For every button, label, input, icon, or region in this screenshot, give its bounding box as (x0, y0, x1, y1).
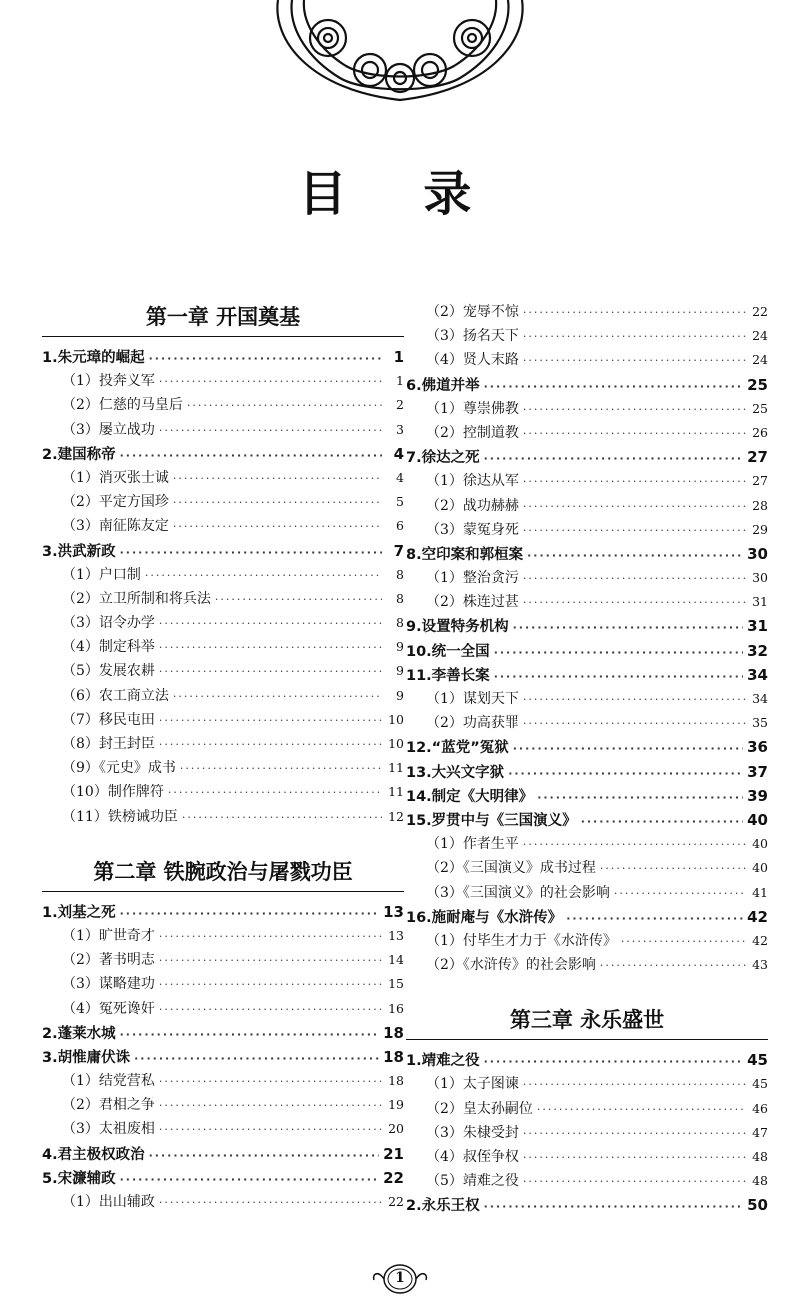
dot-leader (159, 733, 382, 756)
toc-subsection-entry[interactable] (42, 708, 404, 732)
entry-title: （2）立卫所制和将兵法 (62, 590, 211, 607)
entry-title: 2.永乐王权 (406, 1198, 480, 1215)
dot-leader (159, 1094, 382, 1117)
toc-subsection-entry[interactable] (42, 418, 404, 442)
entry-page-number: 45 (747, 1051, 768, 1070)
dot-leader (168, 781, 382, 804)
toc-subsection-entry[interactable] (42, 635, 404, 659)
entry-page-number: 24 (752, 328, 768, 344)
entry-page-number: 4 (396, 469, 404, 485)
dot-leader (187, 394, 382, 417)
dot-leader (494, 641, 743, 663)
toc-subsection-entry[interactable] (42, 972, 404, 996)
entry-page-number: 25 (747, 375, 768, 394)
dot-leader (182, 806, 382, 829)
entry-page-number: 32 (747, 641, 768, 660)
entry-title: 14.制定《大明律》 (406, 788, 534, 805)
entry-title: 2.建国称帝 (42, 446, 116, 463)
entry-title: 16.施耐庵与《水浒传》 (406, 909, 563, 926)
entry-page-number: 39 (747, 786, 768, 805)
dot-leader (508, 762, 743, 784)
entry-title: （1）出山辅政 (62, 1194, 155, 1210)
toc-subsection-entry[interactable] (42, 756, 404, 780)
entry-page-number: 42 (752, 932, 768, 948)
dot-leader (523, 712, 746, 735)
entry-title: 13.大兴文字狱 (406, 764, 505, 781)
entry-title: 12.“蓝党”冤狱 (406, 740, 509, 757)
dot-leader (523, 325, 746, 348)
entry-title: 1.靖难之役 (406, 1053, 480, 1070)
toc-subsection-entry[interactable] (406, 1121, 768, 1145)
entry-title: （2）皇太孙嗣位 (426, 1100, 533, 1117)
toc-section-entry[interactable] (406, 1193, 768, 1217)
toc-section-entry[interactable] (406, 663, 768, 687)
entry-page-number: 47 (752, 1124, 768, 1140)
toc-subsection-entry[interactable] (42, 684, 404, 708)
dot-leader (159, 1070, 382, 1093)
entry-page-number: 42 (747, 907, 768, 926)
entry-title: （2）《水浒传》的社会影响 (426, 957, 596, 974)
dot-leader (215, 588, 382, 611)
entry-page-number: 27 (752, 473, 768, 489)
entry-title: （1）户口制 (62, 566, 141, 583)
entry-page-number: 4 (393, 444, 404, 463)
entry-page-number: 22 (383, 1168, 404, 1187)
entry-title: （1）投奔义军 (62, 373, 155, 390)
toc-section-entry[interactable] (406, 808, 768, 832)
dot-leader (159, 419, 382, 442)
entry-title: （3）太祖废相 (62, 1121, 155, 1138)
entry-page-number: 19 (388, 1097, 404, 1113)
dot-leader (159, 998, 382, 1021)
toc-subsection-entry[interactable] (42, 924, 404, 948)
entry-title: （3）屡立战功 (62, 421, 155, 438)
dot-leader (159, 660, 382, 683)
entry-title: （1）谋划天下 (426, 691, 519, 707)
toc-column-left (42, 300, 404, 1214)
dot-leader (145, 564, 382, 587)
toc-subsection-entry[interactable] (406, 421, 768, 445)
toc-section-entry[interactable] (42, 539, 404, 563)
dot-leader (523, 519, 746, 542)
entry-title: （2）战功赫赫 (426, 497, 519, 514)
entry-page-number: 41 (752, 884, 768, 900)
cloud-ornament-icon (270, 0, 530, 105)
dot-leader (523, 495, 746, 518)
entry-title: （4）制定科举 (62, 639, 155, 656)
entry-page-number: 35 (752, 715, 768, 731)
page-title: 目 录 (298, 166, 502, 222)
entry-title: （3）诏令办学 (62, 615, 155, 632)
dot-leader (523, 1073, 746, 1096)
toc-section-entry[interactable] (406, 1048, 768, 1072)
entry-title: （2）控制道教 (426, 424, 519, 441)
toc-subsection-entry[interactable] (42, 490, 404, 514)
entry-title: （10）制作牌符 (62, 784, 164, 801)
toc-subsection-entry[interactable] (42, 1190, 404, 1214)
toc-section-entry[interactable] (42, 900, 404, 924)
entry-page-number: 31 (747, 617, 768, 636)
toc-subsection-entry[interactable] (406, 1097, 768, 1121)
toc-section-entry[interactable] (42, 1021, 404, 1045)
entry-title: （5）靖难之役 (426, 1173, 519, 1190)
entry-page-number: 45 (752, 1076, 768, 1092)
toc-section-entry[interactable] (42, 1166, 404, 1190)
dot-leader (537, 786, 743, 808)
dot-leader (173, 685, 382, 708)
toc-subsection-entry[interactable] (406, 300, 768, 324)
dot-leader (523, 301, 746, 324)
dot-leader (494, 665, 743, 687)
entry-title: （3）扬名天下 (426, 328, 519, 345)
dot-leader (523, 591, 746, 614)
toc-subsection-entry[interactable] (42, 780, 404, 804)
entry-page-number: 24 (752, 352, 768, 368)
dot-leader (159, 709, 382, 732)
entry-title: （4）叔侄争权 (426, 1149, 519, 1165)
entry-page-number: 13 (388, 927, 404, 943)
entry-title: （2）仁慈的马皇后 (62, 397, 183, 414)
dot-leader (523, 1122, 746, 1145)
entry-title: （2）平定方国珍 (62, 494, 169, 511)
dot-leader (120, 444, 382, 466)
dot-leader (614, 882, 746, 905)
dot-leader (523, 470, 746, 493)
entry-page-number: 3 (396, 421, 404, 437)
entry-title: 8.空印案和郭桓案 (406, 546, 524, 563)
entry-title: （1）消灭张士诚 (62, 469, 169, 486)
toc-subsection-entry[interactable] (406, 929, 768, 953)
entry-title: 10.统一全国 (406, 643, 490, 660)
entry-page-number: 29 (752, 521, 768, 537)
toc-subsection-entry[interactable] (42, 466, 404, 490)
dot-leader (523, 833, 746, 856)
chapter-heading: 第一章 开国奠基 (42, 300, 404, 337)
toc-subsection-entry[interactable] (42, 563, 404, 587)
entry-page-number: 11 (388, 760, 404, 776)
toc-section-entry[interactable] (406, 639, 768, 663)
entry-page-number: 21 (383, 1144, 404, 1163)
toc-subsection-entry[interactable] (42, 1093, 404, 1117)
toc-subsection-entry[interactable] (42, 611, 404, 635)
toc-subsection-entry[interactable] (406, 469, 768, 493)
entry-page-number: 34 (752, 691, 768, 706)
entry-title: （8）封王封臣 (62, 736, 155, 752)
dot-leader (159, 1118, 382, 1141)
toc-subsection-entry[interactable] (406, 1072, 768, 1096)
entry-title: （1）结党营私 (62, 1073, 155, 1090)
entry-page-number: 40 (752, 836, 768, 852)
entry-page-number: 22 (388, 1194, 404, 1209)
dot-leader (523, 688, 746, 711)
entry-title: （3）《三国演义》的社会影响 (426, 884, 610, 901)
toc-section-entry[interactable] (42, 1045, 404, 1069)
entry-page-number: 43 (752, 957, 768, 973)
entry-page-number: 12 (388, 808, 404, 824)
entry-page-number: 30 (752, 570, 768, 586)
entry-page-number: 10 (388, 711, 404, 727)
dot-leader (581, 810, 743, 832)
entry-title: （2）君相之争 (62, 1097, 155, 1114)
entry-page-number: 18 (388, 1073, 404, 1089)
entry-page-number: 50 (747, 1196, 768, 1215)
entry-page-number: 16 (388, 1000, 404, 1016)
entry-title: （1）徐达从军 (426, 473, 519, 490)
entry-title: （3）朱棣受封 (426, 1124, 519, 1141)
dot-leader (159, 612, 382, 635)
dot-leader (523, 567, 746, 590)
dot-leader (159, 636, 382, 659)
dot-leader (600, 857, 746, 880)
toc-subsection-entry[interactable] (42, 1117, 404, 1141)
dot-leader (527, 544, 743, 566)
dot-leader (159, 925, 382, 948)
entry-title: （1）太子图谏 (426, 1076, 519, 1093)
entry-page-number: 48 (752, 1149, 768, 1164)
entry-title: 5.宋濂辅政 (42, 1170, 116, 1187)
dot-leader (159, 370, 382, 393)
dot-leader (120, 541, 382, 563)
entry-page-number: 30 (747, 544, 768, 563)
entry-title: 15.罗贯中与《三国演义》 (406, 812, 577, 829)
entry-title: （6）农工商立法 (62, 687, 169, 704)
dot-leader (134, 1047, 379, 1069)
dot-leader (120, 1023, 380, 1045)
entry-title: （2）功高获罪 (426, 715, 519, 732)
toc-subsection-entry[interactable] (406, 832, 768, 856)
entry-title: 7.徐达之死 (406, 450, 480, 467)
dot-leader (484, 1050, 744, 1072)
dot-leader (523, 422, 746, 445)
dot-leader (159, 1191, 382, 1214)
entry-title: （4）贤人末路 (426, 352, 519, 369)
toc-column-right (406, 300, 768, 1218)
entry-page-number: 15 (388, 976, 404, 992)
toc-subsection-entry[interactable] (406, 953, 768, 977)
toc-subsection-entry[interactable] (42, 732, 404, 756)
toc-subsection-entry[interactable] (406, 1145, 768, 1169)
entry-page-number: 14 (388, 952, 404, 968)
dot-leader (523, 398, 746, 421)
page-number-badge (370, 1262, 430, 1296)
toc-section-entry[interactable] (406, 542, 768, 566)
toc-subsection-entry[interactable] (406, 590, 768, 614)
entry-title: 3.胡惟庸伏诛 (42, 1049, 131, 1066)
entry-page-number: 25 (752, 400, 768, 416)
entry-page-number: 9 (396, 639, 404, 655)
dot-leader (120, 902, 380, 924)
entry-title: （7）移民屯田 (62, 711, 155, 728)
toc-section-entry[interactable] (42, 345, 404, 369)
dot-leader (484, 1195, 744, 1217)
entry-title: （1）整治贪污 (426, 570, 519, 587)
entry-page-number: 40 (747, 810, 768, 829)
toc-subsection-entry[interactable] (42, 659, 404, 683)
entry-title: （3）南征陈友定 (62, 518, 169, 535)
entry-title: （11）铁榜诫功臣 (62, 808, 178, 825)
toc-subsection-entry[interactable] (42, 997, 404, 1021)
entry-title: （1）旷世奇才 (62, 927, 155, 944)
dot-leader (159, 973, 382, 996)
entry-page-number: 9 (396, 663, 404, 679)
toc-subsection-entry[interactable] (42, 369, 404, 393)
entry-title: （2）著书明志 (62, 952, 155, 969)
entry-page-number: 36 (747, 738, 768, 757)
entry-page-number: 9 (396, 687, 404, 703)
toc-subsection-entry[interactable] (42, 948, 404, 972)
dot-leader (149, 1144, 380, 1166)
dot-leader (537, 1098, 746, 1121)
toc-subsection-entry[interactable] (406, 881, 768, 905)
entry-page-number: 20 (388, 1121, 404, 1137)
toc-subsection-entry[interactable] (406, 566, 768, 590)
dot-leader (523, 1170, 746, 1193)
toc-subsection-entry[interactable] (406, 397, 768, 421)
dot-leader (484, 375, 744, 397)
toc-section-entry[interactable] (406, 735, 768, 759)
entry-page-number: 6 (396, 518, 404, 534)
entry-page-number: 1 (396, 373, 404, 389)
entry-title: （2）《三国演义》成书过程 (426, 860, 596, 877)
entry-title: 3.洪武新政 (42, 543, 116, 560)
entry-page-number: 7 (393, 541, 404, 560)
dot-leader (600, 954, 746, 977)
entry-page-number: 40 (752, 860, 768, 876)
entry-page-number: 34 (747, 665, 768, 684)
entry-title: 1.刘基之死 (42, 904, 116, 921)
toc-subsection-entry[interactable] (406, 856, 768, 880)
entry-title: （1）作者生平 (426, 836, 519, 853)
entry-title: （4）冤死谗奸 (62, 1000, 155, 1017)
toc-section-entry[interactable] (406, 905, 768, 929)
toc-subsection-entry[interactable] (42, 514, 404, 538)
toc-subsection-entry[interactable] (42, 587, 404, 611)
chapter-heading: 第三章 永乐盛世 (406, 1003, 768, 1040)
toc-subsection-entry[interactable] (406, 324, 768, 348)
entry-page-number: 22 (752, 304, 768, 319)
entry-page-number: 31 (752, 594, 768, 610)
page-number: 1 (395, 1270, 405, 1286)
dot-leader (173, 515, 382, 538)
dot-leader (513, 737, 743, 759)
entry-page-number: 28 (752, 497, 768, 513)
dot-leader (120, 1168, 380, 1190)
entry-title: 11.李善长案 (406, 667, 490, 684)
entry-title: （9）《元史》成书 (62, 760, 176, 777)
toc-section-entry[interactable] (406, 614, 768, 638)
entry-title: 2.蓬莱水城 (42, 1025, 116, 1042)
entry-page-number: 10 (388, 736, 404, 751)
dot-leader (566, 907, 743, 929)
toc-subsection-entry[interactable] (406, 1169, 768, 1193)
entry-page-number: 48 (752, 1173, 768, 1189)
toc-section-entry[interactable] (406, 784, 768, 808)
dot-leader (523, 349, 746, 372)
toc-subsection-entry[interactable] (406, 711, 768, 735)
entry-page-number: 13 (383, 902, 404, 921)
entry-title: 4.君主极权政治 (42, 1146, 145, 1163)
entry-title: （1）付毕生才力于《水浒传》 (426, 932, 617, 949)
chapter-heading: 第二章 铁腕政治与屠戮功臣 (42, 855, 404, 892)
entry-title: （3）蒙冤身死 (426, 521, 519, 538)
toc-section-entry[interactable] (406, 760, 768, 784)
entry-title: （2）宠辱不惊 (426, 304, 519, 320)
dot-leader (149, 347, 382, 369)
entry-title: 9.设置特务机构 (406, 619, 509, 636)
entry-title: （2）株连过甚 (426, 594, 519, 611)
toc-subsection-entry[interactable] (42, 1069, 404, 1093)
entry-title: 6.佛道并举 (406, 377, 480, 394)
entry-page-number: 27 (747, 448, 768, 467)
entry-title: 1.朱元璋的崛起 (42, 350, 145, 366)
dot-leader (180, 757, 382, 780)
toc-subsection-entry[interactable] (406, 518, 768, 542)
dot-leader (523, 1146, 746, 1169)
toc-subsection-entry[interactable] (406, 348, 768, 372)
toc-subsection-entry[interactable] (406, 687, 768, 711)
entry-title: （1）尊崇佛教 (426, 400, 519, 417)
entry-page-number: 2 (396, 397, 404, 413)
entry-page-number: 1 (393, 348, 404, 366)
dot-leader (173, 467, 382, 490)
entry-page-number: 8 (396, 566, 404, 582)
entry-page-number: 11 (388, 784, 404, 800)
toc-subsection-entry[interactable] (406, 494, 768, 518)
dot-leader (513, 616, 744, 638)
toc-section-entry[interactable] (42, 442, 404, 466)
entry-page-number: 5 (396, 494, 404, 510)
toc-section-entry[interactable] (406, 445, 768, 469)
toc-section-entry[interactable] (406, 373, 768, 397)
entry-page-number: 18 (383, 1023, 404, 1042)
dot-leader (159, 949, 382, 972)
entry-page-number: 26 (752, 424, 768, 440)
entry-title: （3）谋略建功 (62, 976, 155, 993)
toc-subsection-entry[interactable] (42, 805, 404, 829)
entry-page-number: 8 (396, 590, 404, 606)
dot-leader (621, 930, 746, 953)
toc-subsection-entry[interactable] (42, 393, 404, 417)
entry-page-number: 46 (752, 1100, 768, 1116)
dot-leader (484, 447, 744, 469)
entry-page-number: 8 (396, 615, 404, 631)
entry-title: （5）发展农耕 (62, 663, 155, 680)
dot-leader (173, 491, 382, 514)
entry-page-number: 18 (383, 1047, 404, 1066)
entry-page-number: 37 (747, 762, 768, 781)
toc-section-entry[interactable] (42, 1142, 404, 1166)
